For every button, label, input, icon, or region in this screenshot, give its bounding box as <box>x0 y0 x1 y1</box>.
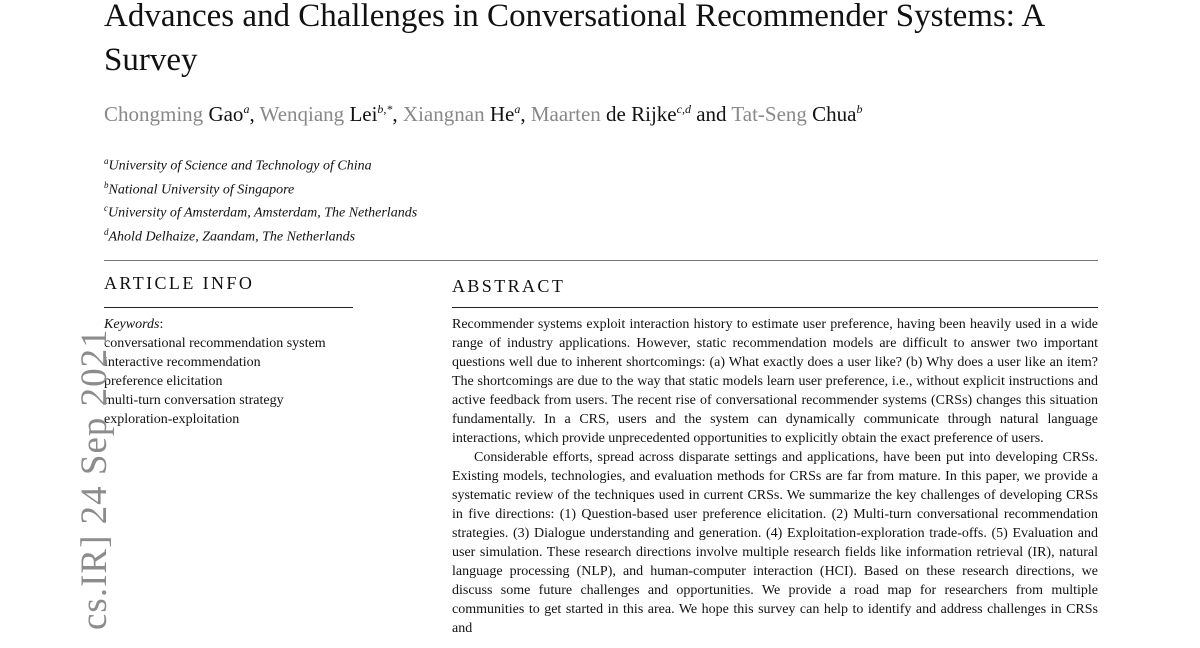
abstract-paragraph-1: Recommender systems exploit interaction history to estimate user preference, having been heavily used in a wide range of industry applications. However, static recommendation models are difficult to answer two important questions well due to inherent shortcomings: (a) What exactly does a user like? (b) Why does a user like an item? The shortcomings are due to the way that static models learn user preference, i.e., without explicit instructions and active feedback from users. The recent rise of conversational recommender systems (CRSs) changes this situation fundamentally. In a CRS, users and the system can dynamically communicate through natural language interactions, which provide unprecedented opportunities to explicitly obtain the exact preference of users. <box>452 317 1098 446</box>
keyword: preference elicitation <box>104 374 223 389</box>
keyword: interactive recommendation <box>104 355 261 370</box>
keywords-label-line: Keywords: <box>104 317 164 332</box>
keywords-label: Keywords <box>104 317 160 332</box>
author-separator: , <box>249 102 260 126</box>
author-separator: , <box>392 102 403 126</box>
author <box>403 102 520 126</box>
affiliation-list <box>104 152 417 246</box>
author-separator: , <box>520 102 531 126</box>
author-affiliation-mark: a <box>243 102 250 116</box>
abstract-body <box>452 315 1098 638</box>
author-family-name: Gao <box>208 102 244 126</box>
author <box>260 102 393 126</box>
author-separator: and <box>690 102 732 126</box>
keyword-list <box>104 334 326 429</box>
affiliation <box>104 176 417 200</box>
header-divider <box>104 260 1098 261</box>
author-given-name: Maarten <box>530 102 601 126</box>
arxiv-identifier-stamp: cs.IR] 24 Sep 2021 <box>74 328 115 630</box>
author-given-name: Xiangnan <box>402 102 485 126</box>
affiliation-text: Ahold Delhaize, Zaandam, The Netherlands <box>108 229 356 245</box>
keyword: conversational recommendation system <box>104 336 326 351</box>
author-given-name: Tat-Seng <box>731 102 807 126</box>
author <box>731 102 862 126</box>
author-family-name: Lei <box>349 102 378 126</box>
paper-title: Advances and Challenges in Conversational Recommender Systems: A Survey <box>104 0 1044 78</box>
keyword: exploration-exploitation <box>104 412 240 427</box>
author-affiliation-mark: b <box>856 102 863 116</box>
article-info-divider <box>104 307 353 308</box>
keyword: multi-turn conversation strategy <box>104 393 284 408</box>
affiliation <box>104 223 417 247</box>
affiliation-text: University of Amsterdam, Amsterdam, The Netherlands <box>108 205 418 221</box>
abstract-paragraph-2: Considerable efforts, spread across disparate settings and applications, have been put into developing CRSs. Existing models, technologies, and evaluation methods for CRSs are far from mature. In this paper, we provide a systematic review of the techniques used in current CRSs. We summarize the key challenges of developing CRSs in five directions: (1) Question-based user preference elicitation. (2) Multi-turn conversational recommendation strategies. (3) Dialogue understanding and generation. (4) Exploitation-exploration trade-offs. (5) Evaluation and user simulation. These research directions involve multiple research fields like information retrieval (IR), natural language processing (NLP), and human-computer interaction (HCI). Based on these research directions, we discuss some future challenges and opportunities. We provide a road map for researchers from multiple communities to get started in this area. We hope this survey can help to identify and address challenges in CRSs and <box>452 450 1098 636</box>
affiliation <box>104 199 417 223</box>
author-given-name: Chongming <box>104 102 204 126</box>
author-family-name: Chua <box>812 102 857 126</box>
author-family-name: de Rijke <box>606 102 677 126</box>
author-affiliation-mark: b,* <box>377 102 393 116</box>
affiliation-mark: a <box>104 156 109 166</box>
author-given-name: Wenqiang <box>259 102 345 126</box>
abstract-heading: ABSTRACT <box>452 276 566 296</box>
author-affiliation-mark: c,d <box>676 102 691 116</box>
affiliation-text: University of Science and Technology of China <box>108 158 372 174</box>
keywords-block <box>104 315 326 429</box>
article-info-heading: ARTICLE INFO <box>104 273 255 293</box>
author <box>104 102 249 126</box>
affiliation-text: National University of Singapore <box>108 182 295 198</box>
abstract-divider <box>452 307 1098 308</box>
affiliation-mark: d <box>104 226 109 237</box>
author-family-name: He <box>489 102 515 126</box>
affiliation-mark: c <box>104 203 108 213</box>
author-list <box>104 102 863 127</box>
affiliation-mark: b <box>104 179 109 190</box>
author <box>531 102 691 126</box>
affiliation <box>104 152 417 176</box>
author-affiliation-mark: a <box>514 102 521 116</box>
